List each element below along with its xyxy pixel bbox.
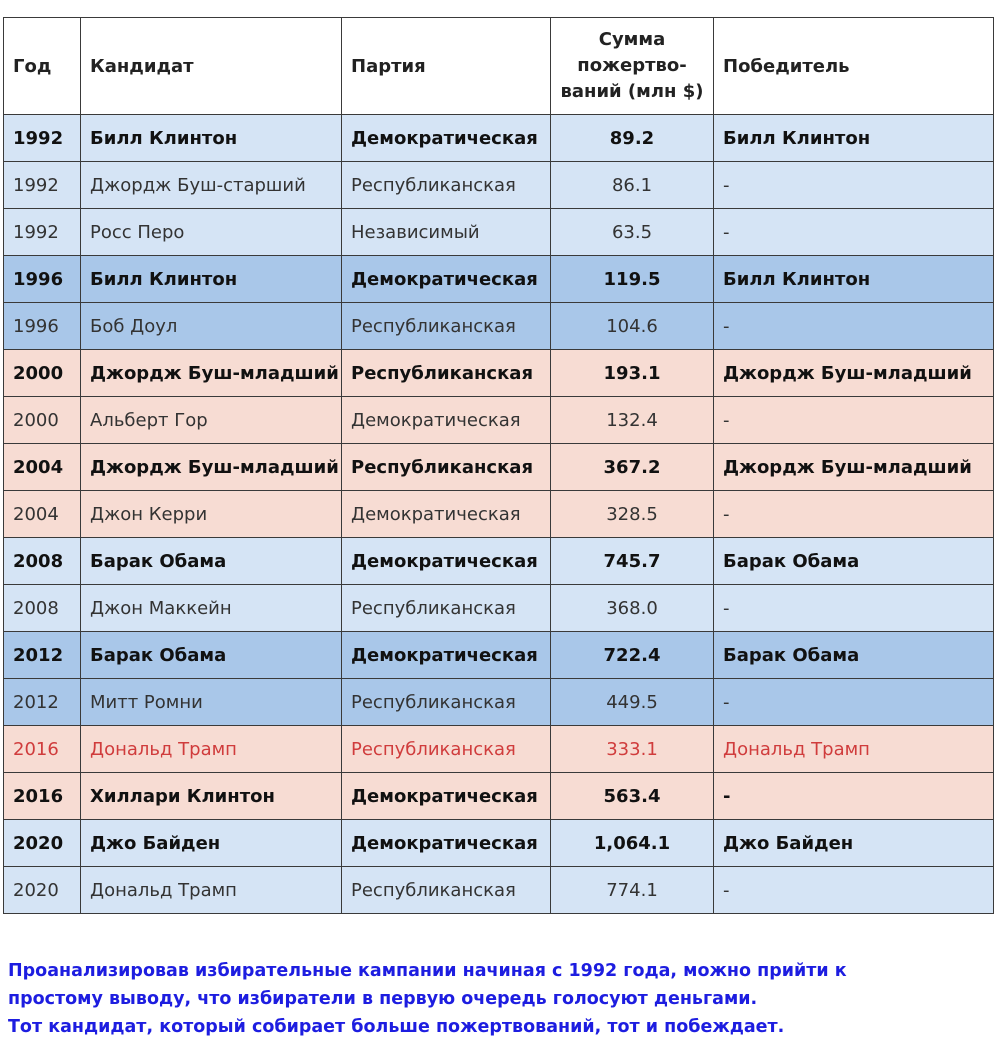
note-line: простому выводу, что избиратели в первую очередь голосуют деньгами. — [8, 989, 758, 1009]
cell-amount: 63.5 — [551, 209, 714, 256]
cell-amount: 1,064.1 — [551, 820, 714, 867]
cell-year: 2012 — [4, 679, 81, 726]
table-row — [4, 726, 994, 773]
header-amount-line: пожертво- — [577, 55, 687, 76]
header-amount-line: ваний (млн $) — [560, 81, 704, 102]
cell-party: Независимый — [342, 209, 551, 256]
cell-winner: Джо Байден — [714, 820, 994, 867]
cell-winner: Дональд Трамп — [714, 726, 994, 773]
cell-winner: Билл Клинтон — [714, 115, 994, 162]
cell-candidate: Билл Клинтон — [81, 115, 342, 162]
cell-year: 2004 — [4, 444, 81, 491]
table-row — [4, 350, 994, 397]
cell-year: 1996 — [4, 256, 81, 303]
table-header-row — [4, 18, 994, 115]
cell-party: Демократическая — [342, 491, 551, 538]
table-body — [4, 115, 994, 914]
cell-year: 2004 — [4, 491, 81, 538]
cell-year: 2008 — [4, 585, 81, 632]
cell-winner: - — [714, 491, 994, 538]
cell-candidate: Барак Обама — [81, 632, 342, 679]
cell-party: Демократическая — [342, 256, 551, 303]
table-row — [4, 162, 994, 209]
cell-amount: 745.7 — [551, 538, 714, 585]
table-row — [4, 303, 994, 350]
cell-candidate: Джордж Буш-младший — [81, 444, 342, 491]
cell-amount: 119.5 — [551, 256, 714, 303]
table-row — [4, 773, 994, 820]
cell-party: Республиканская — [342, 444, 551, 491]
table-row — [4, 256, 994, 303]
cell-amount: 328.5 — [551, 491, 714, 538]
cell-winner: Джордж Буш-младший — [714, 350, 994, 397]
cell-winner: - — [714, 867, 994, 914]
cell-winner: Билл Клинтон — [714, 256, 994, 303]
cell-year: 2000 — [4, 350, 81, 397]
cell-candidate: Росс Перо — [81, 209, 342, 256]
cell-candidate: Дональд Трамп — [81, 867, 342, 914]
table-row — [4, 679, 994, 726]
cell-candidate: Джон Керри — [81, 491, 342, 538]
cell-amount: 104.6 — [551, 303, 714, 350]
cell-amount: 774.1 — [551, 867, 714, 914]
header-candidate: Кандидат — [81, 18, 342, 115]
cell-winner: Барак Обама — [714, 538, 994, 585]
cell-candidate: Билл Клинтон — [81, 256, 342, 303]
cell-party: Республиканская — [342, 303, 551, 350]
cell-year: 1992 — [4, 209, 81, 256]
cell-amount: 193.1 — [551, 350, 714, 397]
cell-amount: 89.2 — [551, 115, 714, 162]
cell-amount: 449.5 — [551, 679, 714, 726]
conclusion-note — [8, 957, 847, 1041]
cell-winner: - — [714, 585, 994, 632]
cell-candidate: Альберт Гор — [81, 397, 342, 444]
cell-winner: - — [714, 303, 994, 350]
cell-party: Демократическая — [342, 538, 551, 585]
cell-party: Республиканская — [342, 585, 551, 632]
donations-table — [3, 17, 994, 914]
cell-party: Республиканская — [342, 726, 551, 773]
cell-party: Республиканская — [342, 867, 551, 914]
cell-amount: 368.0 — [551, 585, 714, 632]
cell-year: 1992 — [4, 162, 81, 209]
cell-candidate: Джордж Буш-старший — [81, 162, 342, 209]
cell-party: Республиканская — [342, 350, 551, 397]
table-row — [4, 585, 994, 632]
header-year: Год — [4, 18, 81, 115]
cell-candidate: Митт Ромни — [81, 679, 342, 726]
cell-amount: 86.1 — [551, 162, 714, 209]
table-row — [4, 867, 994, 914]
cell-winner: - — [714, 773, 994, 820]
cell-candidate: Джо Байден — [81, 820, 342, 867]
cell-party: Демократическая — [342, 773, 551, 820]
cell-winner: - — [714, 679, 994, 726]
cell-winner: Джордж Буш-младший — [714, 444, 994, 491]
cell-candidate: Боб Доул — [81, 303, 342, 350]
table-row — [4, 397, 994, 444]
cell-year: 2016 — [4, 726, 81, 773]
cell-candidate: Хиллари Клинтон — [81, 773, 342, 820]
cell-candidate: Дональд Трамп — [81, 726, 342, 773]
cell-amount: 722.4 — [551, 632, 714, 679]
cell-winner: - — [714, 209, 994, 256]
cell-party: Республиканская — [342, 162, 551, 209]
cell-year: 1992 — [4, 115, 81, 162]
cell-year: 2012 — [4, 632, 81, 679]
cell-year: 2000 — [4, 397, 81, 444]
table-row — [4, 115, 994, 162]
table-row — [4, 820, 994, 867]
cell-candidate: Джордж Буш-младший — [81, 350, 342, 397]
cell-amount: 333.1 — [551, 726, 714, 773]
header-amount — [551, 18, 714, 115]
cell-year: 2020 — [4, 867, 81, 914]
cell-party: Демократическая — [342, 115, 551, 162]
cell-party: Демократическая — [342, 632, 551, 679]
cell-year: 1996 — [4, 303, 81, 350]
header-party: Партия — [342, 18, 551, 115]
cell-amount: 563.4 — [551, 773, 714, 820]
table-row — [4, 491, 994, 538]
header-amount-line: Сумма — [598, 29, 666, 50]
cell-amount: 132.4 — [551, 397, 714, 444]
cell-year: 2008 — [4, 538, 81, 585]
note-line: Проанализировав избирательные кампании начиная с 1992 года, можно прийти к — [8, 961, 847, 981]
cell-year: 2016 — [4, 773, 81, 820]
cell-year: 2020 — [4, 820, 81, 867]
cell-party: Демократическая — [342, 397, 551, 444]
cell-amount: 367.2 — [551, 444, 714, 491]
note-line: Тот кандидат, который собирает больше пожертвований, тот и побеждает. — [8, 1017, 785, 1037]
cell-winner: Барак Обама — [714, 632, 994, 679]
cell-winner: - — [714, 162, 994, 209]
cell-candidate: Барак Обама — [81, 538, 342, 585]
table-row — [4, 209, 994, 256]
table-row — [4, 632, 994, 679]
cell-candidate: Джон Маккейн — [81, 585, 342, 632]
table-row — [4, 538, 994, 585]
cell-winner: - — [714, 397, 994, 444]
cell-party: Демократическая — [342, 820, 551, 867]
header-winner: Победитель — [714, 18, 994, 115]
cell-party: Республиканская — [342, 679, 551, 726]
table-row — [4, 444, 994, 491]
